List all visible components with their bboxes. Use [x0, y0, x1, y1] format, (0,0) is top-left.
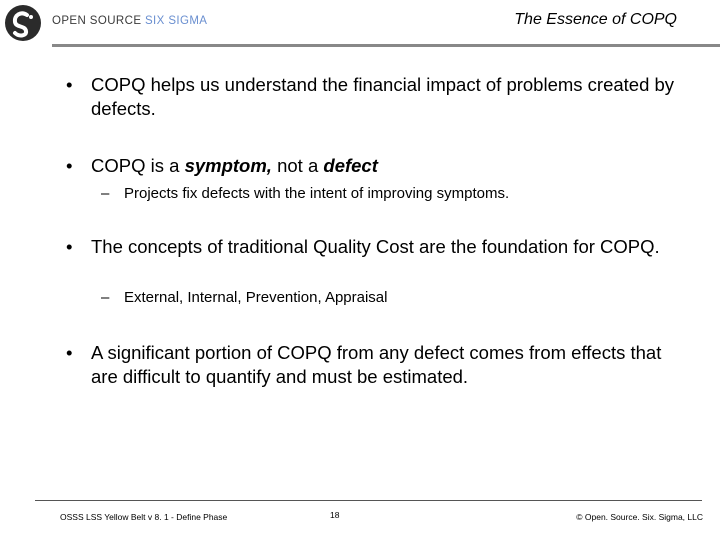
bullet-item-1 — [66, 73, 686, 121]
bullet-item-2 — [66, 154, 686, 178]
bullet-text: A significant portion of COPQ from any defect comes from effects that are difficult to quantify and must be estimated. — [91, 342, 662, 387]
bullet-glyph: • — [66, 155, 73, 176]
bullet-glyph: • — [66, 236, 73, 257]
bullet-glyph: • — [66, 74, 73, 95]
footer-copyright: © Open. Source. Six. Sigma, LLC — [576, 512, 703, 522]
footer-course-label: OSSS LSS Yellow Belt v 8. 1 - Define Phase — [60, 512, 228, 522]
slide-footer — [0, 500, 720, 540]
slide-title: The Essence of COPQ — [514, 11, 677, 28]
bullet-glyph: • — [66, 342, 73, 363]
sub-bullet-item-1 — [101, 184, 681, 204]
logo-wordmark-part1: OPEN SOURCE — [52, 15, 145, 27]
bullet-item-3 — [66, 235, 686, 259]
sub-bullet-text: Projects fix defects with the intent of improving symptoms. — [124, 185, 510, 202]
dash-glyph: – — [101, 289, 110, 306]
dash-glyph: – — [101, 185, 110, 202]
emphasis-defect: defect — [323, 155, 378, 176]
sub-bullet-text: External, Internal, Prevention, Appraisal — [124, 289, 388, 306]
logo-wordmark-part2: SIX SIGMA — [144, 15, 208, 27]
emphasis-symptom: symptom, — [184, 155, 272, 176]
bullet-item-4 — [66, 341, 686, 389]
bullet-text: COPQ helps us understand the financial impact of problems created by defects. — [91, 74, 675, 119]
footer-divider — [35, 500, 702, 501]
bullet-text-part: COPQ is a — [91, 155, 185, 176]
page-number: 18 — [330, 510, 340, 520]
sub-bullet-item-2 — [101, 288, 681, 308]
bullet-text: The concepts of traditional Quality Cost are the foundation for COPQ. — [91, 236, 660, 257]
bullet-text — [91, 154, 686, 178]
bullet-text-part: not a — [271, 155, 324, 176]
